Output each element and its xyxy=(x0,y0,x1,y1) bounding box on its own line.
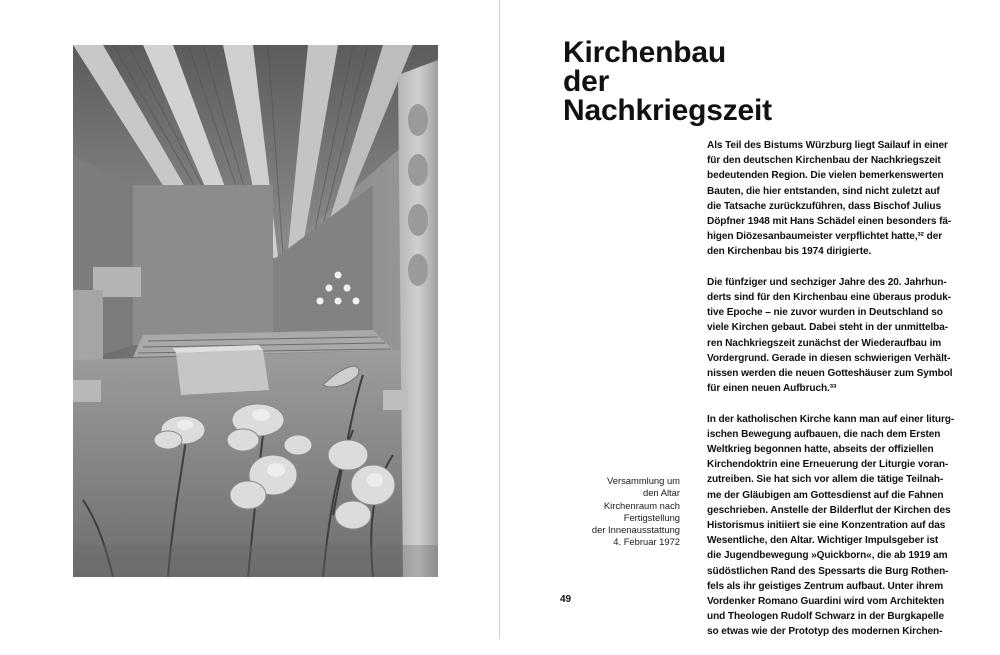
text-line: Döpfner 1948 mit Hans Schädel einen besonders fä- xyxy=(707,216,952,228)
text-line: Wesentliche, den Altar. Wichtiger Impulsgeber ist xyxy=(707,535,939,547)
paragraph-2 xyxy=(707,275,953,397)
text-line: die Tatsache zurückzuführen, dass Bischof Julius xyxy=(707,200,941,212)
text-line: nissen werden die neuen Gotteshäuser zum Symbol xyxy=(707,368,953,380)
caption-line: 4. Februar 1972 xyxy=(613,536,680,548)
paragraph-1 xyxy=(707,138,952,260)
text-line: so etwas wie der Prototyp des modernen Kirchen- xyxy=(707,626,943,638)
text-line: für einen neuen Aufbruch.³³ xyxy=(707,383,837,395)
text-line: die Jugendbewegung »Quickborn«, die ab 1919 am xyxy=(707,550,948,562)
text-line: und Theologen Rudolf Schwarz in der Burgkapelle xyxy=(707,611,945,623)
text-line: für den deutschen Kirchenbau der Nachkriegszeit xyxy=(707,155,941,167)
paragraph-3 xyxy=(707,412,955,640)
text-line: me der Gläubigen am Gottesdienst auf die Fahnen xyxy=(707,489,944,501)
caption-line: den Altar xyxy=(642,487,680,499)
text-line: Bauten, die hier entstanden, sind nicht zuletzt auf xyxy=(707,185,940,197)
text-line: Weltkrieg begonnen hatte, abseits der offiziellen xyxy=(707,444,934,456)
text-line: In der katholischen Kirche kann man auf einer liturg- xyxy=(707,413,955,425)
caption-line: der Innenausstattung xyxy=(591,524,680,536)
caption-line: Versammlung um xyxy=(607,475,680,486)
photo-caption xyxy=(560,475,680,549)
text-line: Als Teil des Bistums Würzburg liegt Sailauf in einer xyxy=(707,140,948,151)
heading-line: Kirchenbau xyxy=(563,36,727,69)
text-line: Historismus initiiert sie eine Konzentration auf das xyxy=(707,520,946,532)
text-line: viele Kirchen gebaut. Dabei steht in der unmittelba- xyxy=(707,322,949,334)
text-line: higen Diözesanbaumeister verpflichtet hatte,³² der xyxy=(707,231,943,243)
text-line: ischen Bewegung aufbauen, die nach dem Ersten xyxy=(707,428,941,440)
text-line: zutreiben. Sie hat sich vor allem die tätige Teilnah- xyxy=(707,474,944,486)
caption-line: Fertigstellung xyxy=(623,511,680,523)
text-line: Vordergrund. Gerade in diesen schwierigen Verhält- xyxy=(707,352,951,364)
heading-line: der xyxy=(563,65,610,98)
heading-line: Nachkriegszeit xyxy=(563,94,772,127)
text-line: Kirchendoktrin eine Erneuerung der Liturgie voran- xyxy=(707,459,949,471)
text-line: ren Nachkriegszeit zunächst der Wiederaufbau im xyxy=(707,337,942,349)
text-line: fels als ihr geistiges Zentrum aufbaut. Unter ihrem xyxy=(707,580,944,592)
page-number: 49 xyxy=(560,594,572,605)
left-page xyxy=(0,0,499,639)
text-line: Vordenker Romano Guardini wird vom Architekten xyxy=(707,596,945,608)
text-line: derts sind für den Kirchenbau eine überaus produk- xyxy=(707,292,952,304)
text-line: südöstlichen Rand des Spessarts die Burg Rothen- xyxy=(707,565,949,577)
text-line: bedeutenden Region. Die vielen bemerkenswerten xyxy=(707,170,944,182)
chapter-heading xyxy=(563,38,772,125)
text-line: den Kirchenbau bis 1974 dirigierte. xyxy=(707,246,872,258)
caption-line: Kirchenraum nach xyxy=(603,499,680,511)
text-line: Die fünfziger und sechziger Jahre des 20. Jahrhun- xyxy=(707,276,947,288)
body-text xyxy=(707,138,955,655)
text-line: geschrieben. Anstelle der Bilderflut der Kirchen des xyxy=(707,504,951,516)
text-line: tive Epoche – nie zuvor wurden in Deutschland so xyxy=(707,307,943,319)
church-interior-photo xyxy=(73,45,438,577)
